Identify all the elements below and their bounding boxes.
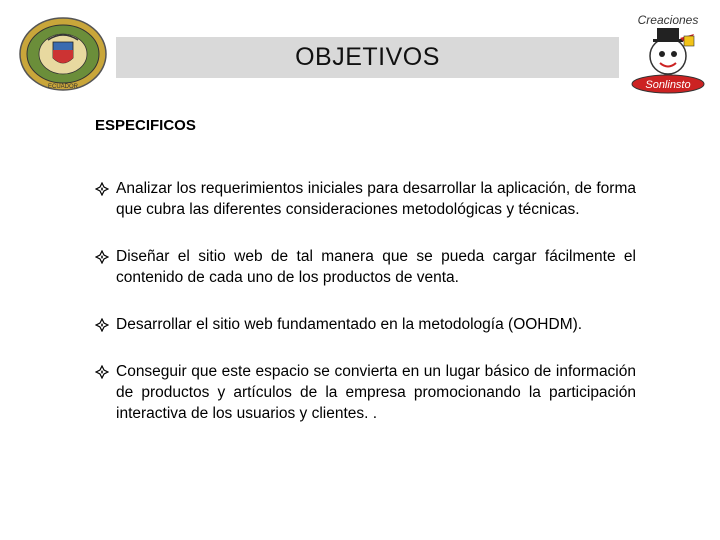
svg-text:Sonlinsto: Sonlinsto — [645, 79, 691, 91]
svg-text:ECUADOR: ECUADOR — [47, 84, 79, 90]
title-bar — [116, 37, 619, 78]
list-item — [95, 246, 636, 288]
section-subtitle: ESPECIFICOS — [95, 117, 196, 134]
list-item-text: Desarrollar el sitio web fundamentado en la metodología (OOHDM). — [116, 316, 583, 333]
list-item — [95, 178, 636, 220]
list-item — [95, 314, 636, 335]
list-item-text: Conseguir que este espacio se convierta en un lugar básico de información de productos y artículos de la empresa promocionando la participación interactiva de los usuarios y clientes. . — [116, 363, 636, 422]
list-item-text: Diseñar el sitio web de tal manera que se pueda cargar fácilmente el contenido de cada uno de los productos de venta. — [116, 248, 636, 286]
diamond-bullet-icon — [95, 365, 109, 379]
list-item-text: Analizar los requerimientos iniciales para desarrollar la aplicación, de forma que cubra las diferentes consideraciones metodológicas y técnicas. — [116, 180, 636, 218]
university-seal-logo — [18, 16, 108, 92]
creaciones-logo — [624, 10, 712, 96]
diamond-bullet-icon — [95, 182, 109, 196]
diamond-bullet-icon — [95, 250, 109, 264]
objectives-list — [95, 178, 636, 450]
slide-title: OBJETIVOS — [295, 43, 440, 71]
svg-text:Creaciones: Creaciones — [637, 13, 699, 27]
list-item — [95, 361, 636, 424]
diamond-bullet-icon — [95, 318, 109, 332]
